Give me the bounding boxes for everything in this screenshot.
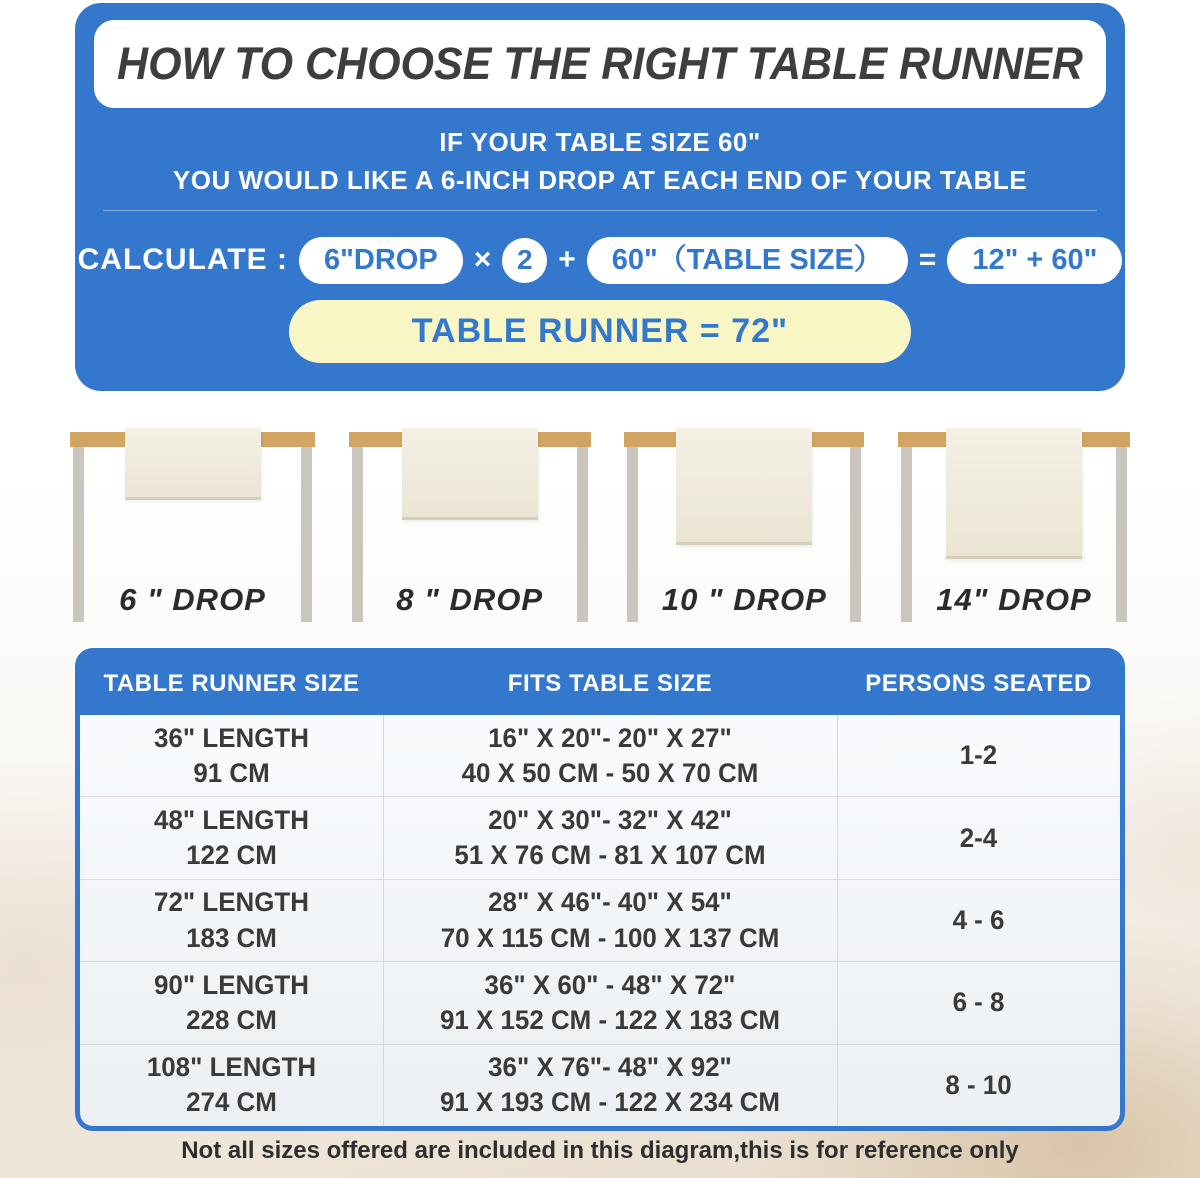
column-header-persons: PERSONS SEATED bbox=[865, 670, 1092, 697]
runner-drape bbox=[946, 428, 1082, 559]
persons-cell: 8 - 10 bbox=[945, 1069, 1012, 1100]
multiplier-circle: 2 bbox=[502, 238, 547, 283]
runner-drape bbox=[125, 428, 261, 500]
table-row bbox=[80, 1044, 1120, 1126]
drop-label: 14" DROP bbox=[936, 582, 1092, 617]
table-row bbox=[80, 796, 1120, 878]
fits-size-cell: 36" X 60" - 48" X 72" 91 X 152 CM - 122 X 183 CM bbox=[439, 969, 781, 1035]
calculate-label: CALCULATE : bbox=[77, 243, 289, 276]
subtitle-line-1: IF YOUR TABLE SIZE 60" bbox=[439, 127, 761, 157]
fits-size-cell: 16" X 20"- 20" X 27" 40 X 50 CM - 50 X 70 CM bbox=[461, 722, 759, 788]
table-diagram-6-drop bbox=[70, 424, 315, 622]
table-diagram-14-drop bbox=[898, 424, 1130, 622]
title-box bbox=[94, 20, 1106, 108]
drop-value-pill: 6"DROP bbox=[299, 237, 463, 284]
multiply-sign: × bbox=[473, 243, 492, 276]
fits-size-cell: 20" X 30"- 32" X 42" 51 X 76 CM - 81 X 107 CM bbox=[454, 805, 766, 871]
fits-size-cell: 36" X 76"- 48" X 92" 91 X 193 CM - 122 X 234 CM bbox=[439, 1052, 781, 1118]
table-size-pill: 60"（TABLE SIZE） bbox=[587, 237, 908, 284]
column-header-fits-size: FITS TABLE SIZE bbox=[507, 670, 713, 697]
table-diagram-8-drop bbox=[349, 424, 591, 622]
persons-cell: 1-2 bbox=[959, 740, 998, 771]
size-chart-header bbox=[80, 653, 1120, 715]
size-chart-body bbox=[80, 715, 1120, 1126]
runner-size-cell: 72" LENGTH 183 CM bbox=[154, 887, 309, 953]
drop-diagrams bbox=[70, 424, 1130, 622]
runner-drape bbox=[676, 428, 812, 545]
runner-size-cell: 90" LENGTH 228 CM bbox=[154, 969, 309, 1035]
runner-size-cell: 36" LENGTH 91 CM bbox=[154, 722, 309, 788]
runner-size-cell: 48" LENGTH 122 CM bbox=[154, 805, 309, 871]
drop-label: 6 " DROP bbox=[119, 582, 266, 617]
page-title: HOW TO CHOOSE THE RIGHT TABLE RUNNER bbox=[117, 38, 1083, 89]
persons-cell: 6 - 8 bbox=[952, 987, 1005, 1018]
runner-result-pill: TABLE RUNNER = 72" bbox=[289, 300, 911, 363]
table-row bbox=[80, 961, 1120, 1043]
persons-cell: 2-4 bbox=[959, 822, 998, 853]
runner-drape bbox=[402, 428, 538, 520]
table-row bbox=[80, 879, 1120, 961]
fits-size-cell: 28" X 46"- 40" X 54" 70 X 115 CM - 100 X 137 CM bbox=[440, 887, 780, 953]
drop-label: 10 " DROP bbox=[661, 582, 827, 617]
equals-sign: = bbox=[918, 243, 937, 276]
table-row bbox=[80, 715, 1120, 796]
table-diagram-10-drop bbox=[624, 424, 864, 622]
drop-label: 8 " DROP bbox=[396, 582, 544, 617]
reference-note: Not all sizes offered are included in this diagram,this is for reference only bbox=[181, 1137, 1019, 1164]
hero-panel bbox=[75, 3, 1125, 391]
persons-cell: 4 - 6 bbox=[952, 904, 1005, 935]
column-header-runner-size: TABLE RUNNER SIZE bbox=[103, 670, 360, 697]
divider-line bbox=[103, 210, 1097, 211]
runner-size-cell: 108" LENGTH 274 CM bbox=[146, 1052, 317, 1118]
subtitle-line-2: YOU WOULD LIKE A 6-INCH DROP AT EACH END OF YOUR TABLE bbox=[172, 165, 1028, 195]
calculation-row bbox=[75, 230, 1125, 290]
plus-sign: + bbox=[558, 243, 576, 276]
sum-pill: 12" + 60" bbox=[947, 237, 1122, 284]
size-chart-panel bbox=[75, 648, 1125, 1131]
